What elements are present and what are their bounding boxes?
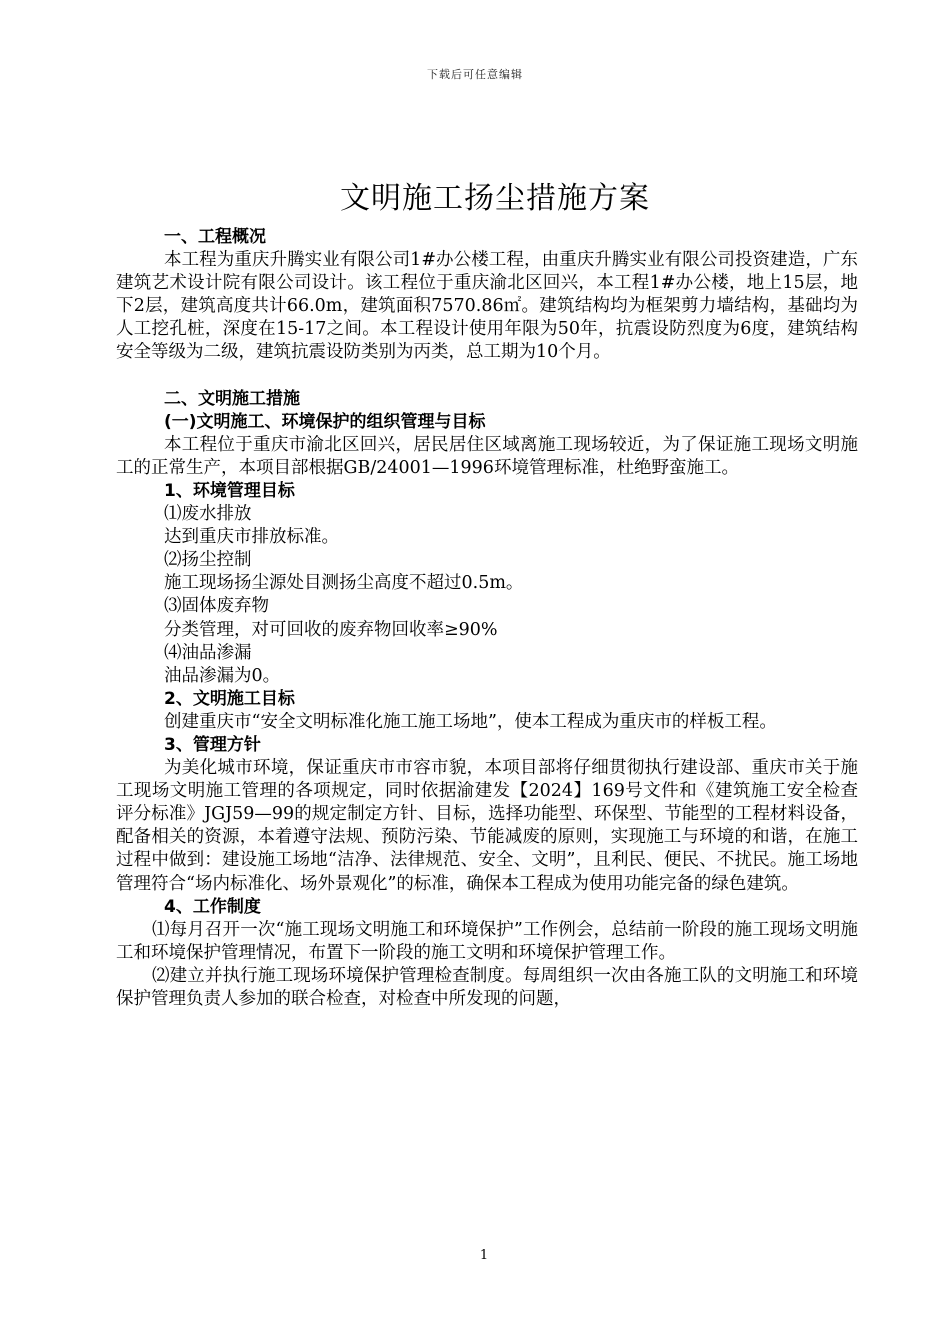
list-item: 油品渗漏为0。 [164,665,281,686]
heading-management-policy: 3、管理方针 [164,734,261,755]
list-item: 分类管理，对可回收的废弃物回收率≥90% [164,619,498,640]
paragraph-organization: 本工程位于重庆市渝北区回兴，居民居住区域离施工现场较近，为了保证施工现场文明施工的正常生产，本项目部根据GB/24001—1996环境管理标准，杜绝野蛮施工。 [116,434,858,478]
list-item: ⑵扬尘控制 [164,550,252,571]
list-item: ⑷油品渗漏 [164,642,252,663]
spacer [116,365,858,388]
subsection-heading-organization: (一)文明施工、环境保护的组织管理与目标 [164,411,486,432]
list-item: ⑴废水排放 [164,504,252,525]
paragraph-overview: 本工程为重庆升腾实业有限公司1#办公楼工程，由重庆升腾实业有限公司投资建造，广东建筑艺术设计院有限公司设计。该工程位于重庆渝北区回兴，本工程1#办公楼，地上15层，地下2层，建筑高度共计66.0m，建筑面积7570.86㎡。建筑结构均为框架剪力墙结构，基础均为人工挖孔桩，深度在15-17之间。本工程设计使用年限为50年，抗震设防烈度为6度，建筑结构安全等级为二级，建筑抗震设防类别为丙类，总工期为10个月。 [116,250,858,363]
paragraph-work-system-1: ⑴每月召开一次“施工现场文明施工和环境保护”工作例会，总结前一阶段的施工现场文明施工和环境保护管理情况，布置下一阶段的施工文明和环境保护管理工作。 [116,919,858,963]
header-note: 下载后可任意编辑 [427,68,523,81]
paragraph-work-system-2: ⑵建立并执行施工现场环境保护管理检查制度。每周组织一次由各施工队的文明施工和环境保护管理负责人参加的联合检查，对检查中所发现的问题， [116,965,858,1009]
list-item: 达到重庆市排放标准。 [164,527,339,548]
heading-civilized-goals: 2、文明施工目标 [164,688,295,709]
document-title: 文明施工扬尘措施方案 [340,181,650,217]
heading-environment-goals: 1、环境管理目标 [164,480,295,501]
section-heading-overview: 一、工程概况 [164,227,266,247]
paragraph-civilized-goals: 创建重庆市“安全文明标准化施工施工场地”，使本工程成为重庆市的样板工程。 [164,711,777,732]
list-item: 施工现场扬尘源处目测扬尘高度不超过0.5m。 [164,573,524,594]
page-number: 1 [479,1248,489,1263]
document-body [116,226,858,1011]
paragraph-management-policy: 为美化城市环境，保证重庆市市容市貌，本项目部将仔细贯彻执行建设部、重庆市关于施工现场文明施工管理的各项规定，同时依据渝建发【2024】169号文件和《建筑施工安全检查评分标准》JGJ59—99的规定制定方针、目标，选择功能型、环保型、节能型的工程材料设备，配备相关的资源，本着遵守法规、预防污染、节能减废的原则，实现施工与环境的和谐，在施工过程中做到：建设施工场地“洁净、法律规范、安全、文明”，且利民、便民、不扰民。施工场地管理符合“场内标准化、场外景观化”的标准，确保本工程成为使用功能完备的绿色建筑。 [116,758,858,894]
section-heading-measures: 二、文明施工措施 [164,388,300,409]
heading-work-system: 4、工作制度 [164,896,261,917]
list-item: ⑶固体废弃物 [164,596,269,617]
